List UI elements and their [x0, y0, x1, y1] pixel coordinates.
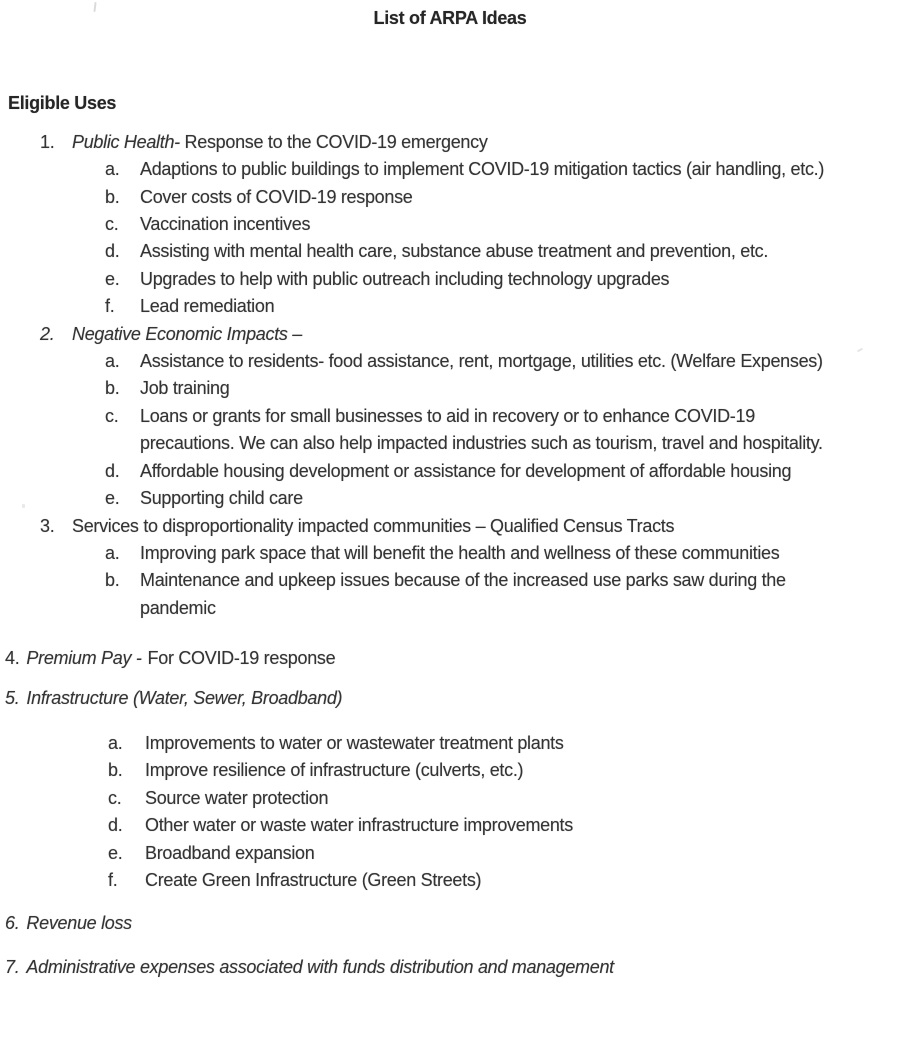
sub-item-1c-letter: c. — [105, 214, 119, 235]
sub-item-5c-text: Source water protection — [145, 787, 329, 808]
sub-item-2d — [0, 458, 900, 485]
sub-item-2b-letter: b. — [105, 378, 120, 399]
sub-item-1c-text: Vaccination incentives — [140, 214, 311, 235]
page-title: List of ARPA Ideas — [373, 8, 527, 28]
item-7-text — [26, 954, 900, 981]
sub-item-2c — [0, 403, 900, 458]
sub-item-1b-text: Cover costs of COVID-19 response — [140, 186, 413, 207]
sub-item-1f — [0, 293, 900, 320]
item-4-number: 4. — [5, 648, 20, 669]
sub-item-2a-text: Assistance to residents- food assistance, rent, mortgage, utilities etc. (Welfare Expenses) — [140, 351, 823, 372]
sub-item-3b — [0, 567, 900, 622]
sub-item-1e — [0, 266, 900, 293]
sub-item-5c-letter: c. — [108, 787, 122, 808]
item-2-lead-italic: Negative Economic Impacts – — [72, 323, 303, 344]
item-7-number: 7. — [5, 956, 20, 977]
sub-item-3a — [0, 540, 900, 567]
sub-item-2a — [0, 348, 900, 375]
sub-item-5b-text: Improve resilience of infrastructure (culverts, etc.) — [145, 760, 524, 781]
sub-item-5f-letter: f. — [108, 869, 118, 890]
sub-item-2b — [0, 375, 900, 402]
sub-item-5a — [0, 730, 900, 757]
sub-item-2b-text: Job training — [140, 378, 230, 399]
sub-item-3b-letter: b. — [105, 570, 120, 591]
item-3-text — [72, 513, 900, 540]
list-item-5 — [0, 685, 900, 712]
list-item-7 — [0, 954, 900, 981]
sub-item-1b-letter: b. — [105, 186, 120, 207]
sub-item-2e-letter: e. — [105, 488, 120, 509]
sub-item-1a-text: Adaptions to public buildings to implement COVID-19 mitigation tactics (air handling, etc.) — [140, 159, 825, 180]
sub-item-1b — [0, 184, 900, 211]
item-2-number: 2. — [40, 323, 55, 344]
item-6-lead-italic: Revenue loss — [26, 913, 132, 934]
sub-item-1e-letter: e. — [105, 268, 120, 289]
item-3-lead-rest: Services to disproportionality impacted communities – Qualified Census Tracts — [72, 515, 675, 536]
item-1-text — [72, 129, 900, 156]
sub-item-5e-text: Broadband expansion — [145, 842, 315, 863]
sub-item-1e-text: Upgrades to help with public outreach including technology upgrades — [140, 268, 670, 289]
sub-item-3a-letter: a. — [105, 542, 120, 563]
item-1-number: 1. — [40, 131, 55, 152]
item-1-lead-rest: Response to the COVID-19 emergency — [179, 131, 488, 152]
sub-item-1f-letter: f. — [105, 296, 115, 317]
sub-item-2c-text: Loans or grants for small businesses to aid in recovery or to enhance COVID-19 precautions. We can also help impacted industries such as tourism, travel and hospitality. — [140, 405, 823, 454]
sub-item-5f-text: Create Green Infrastructure (Green Streets) — [145, 869, 482, 890]
sub-item-5b-letter: b. — [108, 760, 123, 781]
sub-item-2e — [0, 485, 900, 512]
sub-item-1d-letter: d. — [105, 241, 120, 262]
sub-item-1a-letter: a. — [105, 159, 120, 180]
sub-item-5a-text: Improvements to water or wastewater treatment plants — [145, 732, 564, 753]
sub-item-5d-letter: d. — [108, 815, 123, 836]
sub-item-5b — [0, 757, 900, 784]
item-5-text — [26, 685, 900, 712]
sub-item-5c — [0, 785, 900, 812]
sub-item-3a-text: Improving park space that will benefit the health and wellness of these communities — [140, 542, 780, 563]
item-7-lead-italic: Administrative expenses associated with funds distribution and management — [26, 956, 614, 977]
sub-item-5f — [0, 867, 900, 894]
item-6-number: 6. — [5, 913, 20, 934]
item-6-text — [26, 910, 900, 937]
section-heading: Eligible Uses — [8, 93, 117, 114]
item-1-lead-italic: Public Health- — [72, 131, 180, 152]
sub-item-1c — [0, 211, 900, 238]
item-5-lead-italic: Infrastructure (Water, Sewer, Broadband) — [26, 687, 343, 708]
sub-item-5d-text: Other water or waste water infrastructure improvements — [145, 815, 573, 836]
item-4-text — [26, 645, 900, 672]
list-item-6 — [0, 910, 900, 937]
item-4-lead-italic: Premium Pay - — [26, 648, 142, 669]
sub-item-2d-letter: d. — [105, 460, 120, 481]
sub-item-1d — [0, 238, 900, 265]
sub-item-1a — [0, 156, 900, 183]
sub-item-2e-text: Supporting child care — [140, 488, 303, 509]
sub-item-5a-letter: a. — [108, 732, 123, 753]
list-item-4 — [0, 645, 900, 672]
item-3-number: 3. — [40, 515, 55, 536]
sub-item-5d — [0, 812, 900, 839]
list-item-3 — [0, 513, 900, 540]
item-4-lead-rest: For COVID-19 response — [147, 648, 336, 669]
sub-item-1f-text: Lead remediation — [140, 296, 275, 317]
list-item-1 — [0, 129, 900, 156]
list-item-2 — [0, 321, 900, 348]
item-5-number: 5. — [5, 687, 20, 708]
sub-item-2d-text: Affordable housing development or assistance for development of affordable housing — [140, 460, 792, 481]
item-2-text — [72, 321, 900, 348]
sub-item-5e-letter: e. — [108, 842, 123, 863]
sub-item-1d-text: Assisting with mental health care, substance abuse treatment and prevention, etc. — [140, 241, 769, 262]
sub-item-5e — [0, 840, 900, 867]
scan-artifact — [22, 504, 25, 508]
sub-item-2a-letter: a. — [105, 351, 120, 372]
sub-item-2c-letter: c. — [105, 405, 119, 426]
sub-item-3b-text: Maintenance and upkeep issues because of the increased use parks saw during the pandemic — [140, 570, 786, 618]
